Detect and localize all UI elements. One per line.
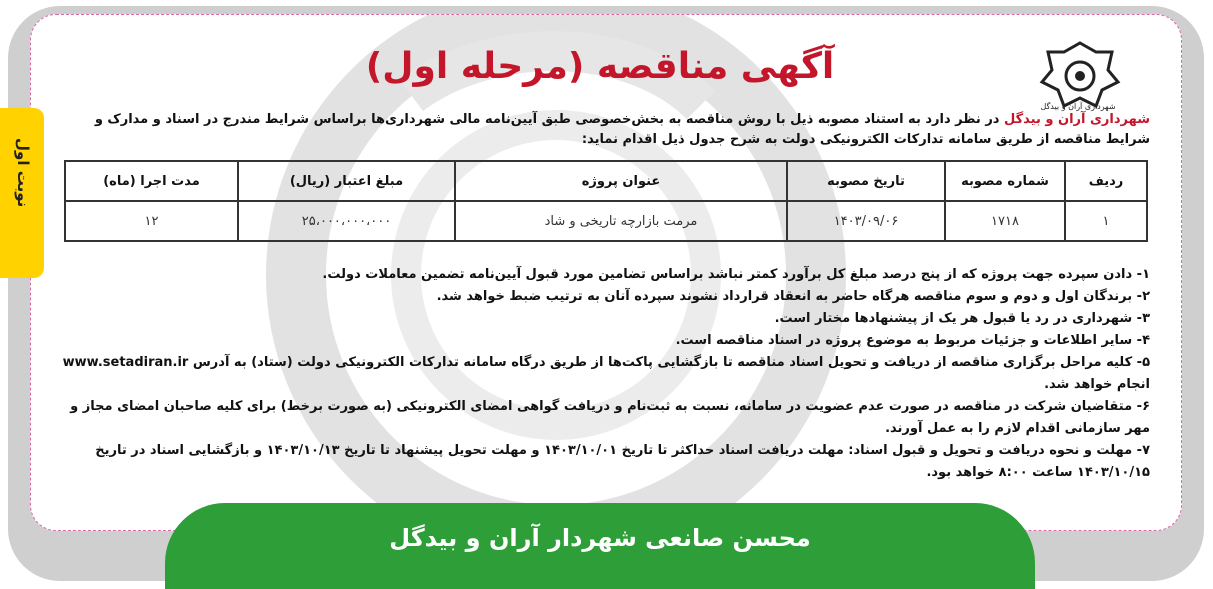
cell-resolution-date: ۱۴۰۳/۰۹/۰۶	[787, 201, 945, 241]
side-tab-label: نوبت اول	[14, 138, 32, 208]
logo-caption: شهرداری آران و بیدگل	[1040, 102, 1116, 111]
term-3: ۳- شهرداری در رد یا قبول هر یک از پیشنهادها مختار است.	[774, 311, 1150, 326]
term-5-text-b: انجام خواهد شد.	[1044, 377, 1150, 392]
tender-table	[64, 160, 1148, 242]
cell-budget-amount: ۲۵،۰۰۰،۰۰۰،۰۰۰	[238, 201, 455, 241]
cell-project-title: مرمت بازارچه تاریخی و شاد	[455, 201, 787, 241]
organization-name: شهرداری آران و بیدگل	[1004, 112, 1150, 127]
term-1: ۱- دادن سپرده جهت پروژه که از پنج درصد مبلغ کل برآورد کمتر نباشد براساس تضامین مورد قبول آیین‌نامه تضمین معاملات دولت.	[322, 267, 1150, 282]
side-tab-badge	[0, 108, 44, 278]
term-5-text-a: ۵- کلیه مراحل برگزاری مناقصه از دریافت و تحویل اسناد مناقصه تا بازگشایی پاکت‌ها از طریق درگاه سامانه تدارکات الکترونیکی دولت (ستاد) به آدرس	[188, 355, 1150, 370]
terms-list	[60, 264, 1150, 484]
header-resolution-number: شماره مصوبه	[945, 161, 1065, 201]
cell-row-number: ۱	[1065, 201, 1147, 241]
header-row-number: ردیف	[1065, 161, 1147, 201]
setadiran-link[interactable]: www.setadiran.ir	[62, 355, 189, 370]
term-2: ۲- برندگان اول و دوم و سوم مناقصه هرگاه حاضر به انعقاد قرارداد نشوند سپرده آنان به ترتیب ضبط خواهد شد.	[436, 289, 1150, 304]
header-resolution-date: تاریخ مصوبه	[787, 161, 945, 201]
term-5	[60, 352, 1150, 396]
term-6: ۶- متقاضیان شرکت در مناقصه در صورت عدم عضویت در سامانه، نسبت به ثبت‌نام و دریافت گواهی امضای الکترونیکی (به صورت برخط) برای کلیه صاحبان امضای مجاز و مهر سازمانی اقدام لازم را به عمل آورند.	[70, 399, 1150, 436]
cell-resolution-number: ۱۷۱۸	[945, 201, 1065, 241]
intro-paragraph	[60, 110, 1150, 150]
term-7: ۷- مهلت و نحوه دریافت و تحویل و قبول اسناد: مهلت دریافت اسناد حداکثر تا تاریخ ۱۴۰۳/۱۰/۰۱ و مهلت تحویل پیشنهاد تا تاریخ ۱۴۰۳/۱۰/۱۳ و بازگشایی اسناد در تاریخ ۱۴۰۳/۱۰/۱۵ ساعت ۸:۰۰ خواهد بود.	[95, 443, 1150, 480]
municipality-emblem-icon	[1038, 40, 1122, 110]
header-budget-amount: مبلغ اعتبار (ریال)	[238, 161, 455, 201]
header-project-title: عنوان پروژه	[455, 161, 787, 201]
mayor-signature: محسن صانعی شهردار آران و بیدگل	[389, 524, 811, 552]
term-4: ۴- سایر اطلاعات و جزئیات مربوط به موضوع پروژه در اسناد مناقصه است.	[675, 333, 1150, 348]
table-header-row	[65, 161, 1147, 201]
table-row	[65, 201, 1147, 241]
notice-title: آگهی مناقصه (مرحله اول)	[365, 46, 835, 87]
cell-duration: ۱۲	[65, 201, 238, 241]
intro-text: در نظر دارد به استناد مصوبه ذیل با روش مناقصه به بخش‌خصوصی طبق آیین‌نامه مالی شهرداری‌ها براساس شرایط مندرج در اسناد و مدارک و شرایط مناقصه از طریق سامانه تدارکات الکترونیکی دولت به شرح جدول ذیل اقدام نماید:	[94, 112, 1150, 147]
header-duration: مدت اجرا (ماه)	[65, 161, 238, 201]
